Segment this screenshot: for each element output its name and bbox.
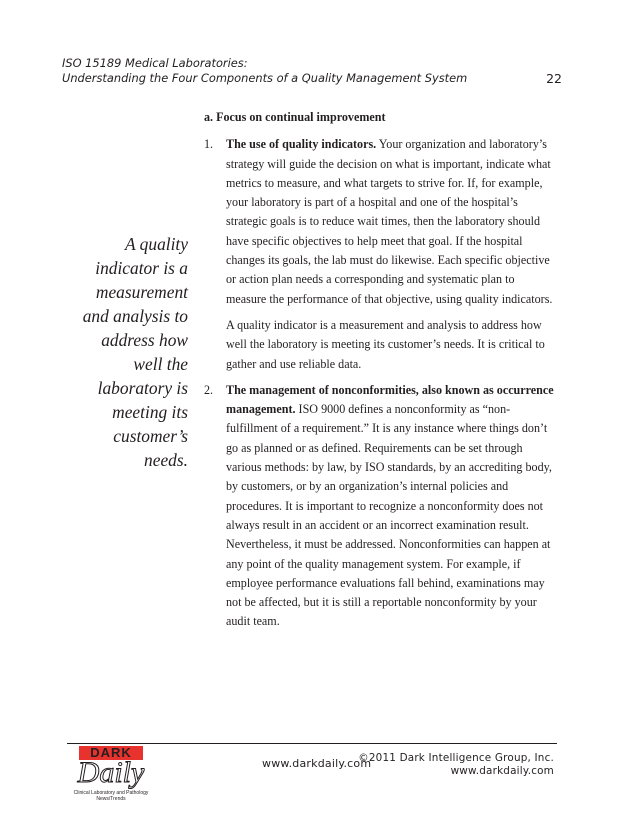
page-number: 22 (546, 71, 562, 86)
footer-url-right[interactable]: www.darkdaily.com (450, 765, 554, 777)
list-item-lead: The management of nonconformities, also known as occurrence management. (226, 382, 554, 417)
dark-daily-logo (69, 746, 153, 804)
list-item-lead: The use of quality indicators. (226, 137, 377, 152)
section-heading: a. Focus on continual improvement (204, 110, 386, 124)
header-title: ISO 15189 Medical Laboratories: (62, 56, 248, 70)
list-item-paragraph (226, 381, 556, 632)
logo-wordmark-top: DARK (79, 746, 143, 760)
list-item-number: 2. (204, 382, 214, 397)
list-item (204, 381, 556, 632)
copyright-text: ©2011 Dark Intelligence Group, Inc. (358, 752, 554, 764)
header-subtitle: Understanding the Four Components of a Quality Management System (62, 71, 468, 85)
running-header (62, 56, 562, 86)
list-item-paragraph-2: A quality indicator is a measurement and analysis to address how well the laboratory is meeting its customer’s needs. It is critical to gather and use reliable data. (226, 317, 545, 371)
list-item-text: ISO 9000 defines a nonconformity as “non-fulfillment of a requirement.” It is any instance where things don’t go as planned or as defined. Requirements can be set through various methods: by law, by ISO standards, by an accrediting body, by customers, or by an organization’s internal policies and procedures. It is important to recognize a nonconformity does not always result in an accident or an incorrect examination result. Nevertheless, it must be addressed. Nonconformities can happen at any point of the quality management system. For example, if employee performance evaluations fall behind, examinations may not be affected, but it is still a reportable nonconformity by your audit team. (226, 402, 552, 629)
main-content (204, 108, 556, 639)
list-item-text: Your organization and laboratory’s strategy will guide the decision on what is important, indicate what metrics to measure, and what targets to strive for. If, for example, your laboratory is part of a hospital and one of the hospital’s strategic goals is to reduce wait times, then the laboratory should have specific objectives to help meet that goal. If the hospital changes its goals, the lab must do likewise. Each specific objective or action plan needs a corresponding and systematic plan to measure the performance of that objective, using quality indicators. (226, 137, 553, 306)
logo-tagline: Clinical Laboratory and Pathology News/Trends (73, 790, 149, 802)
list-item-paragraph (226, 135, 556, 309)
list-item-number: 1. (204, 137, 214, 152)
logo-wordmark-main: Daily (77, 756, 145, 789)
pull-quote: A quality indicator is a measurement and analysis to address how well the laboratory is meeting its customer’s needs. (82, 234, 188, 470)
footer-url[interactable]: www.darkdaily.com (262, 757, 372, 770)
footer-copyright-block (358, 752, 554, 778)
list-item (204, 135, 556, 374)
footer-divider (67, 743, 557, 744)
